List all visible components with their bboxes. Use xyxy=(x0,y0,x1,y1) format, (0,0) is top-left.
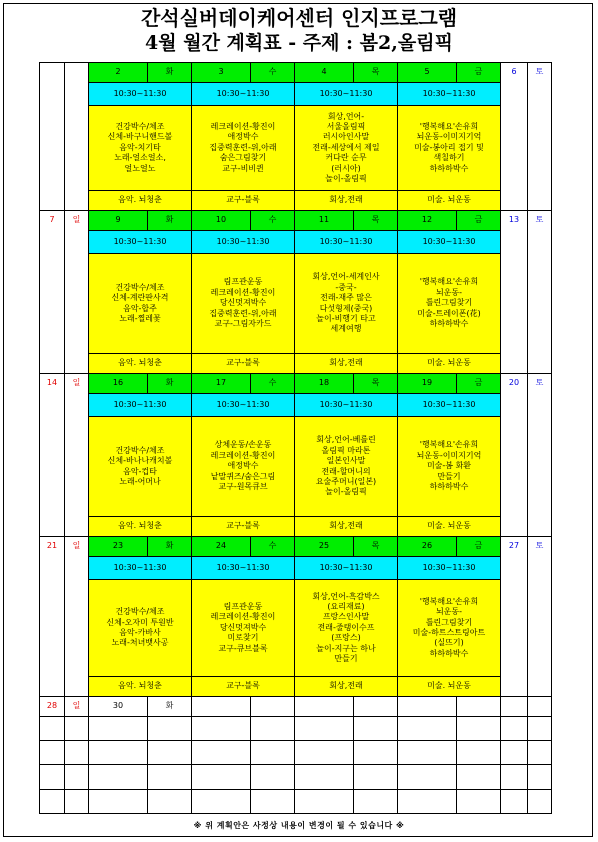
activity-cell xyxy=(89,417,192,517)
activity-line: 미술-봉아리 접기 및 xyxy=(414,142,484,152)
day-date: 9 xyxy=(89,211,148,231)
weekday-label: 수 xyxy=(251,374,295,394)
page-subtitle: 4월 월간 계획표 - 주제 : 봄2,올림픽 xyxy=(145,32,453,54)
empty-cell xyxy=(148,790,192,814)
activity-line: 교구-비비퀸 xyxy=(222,163,264,173)
empty-cell xyxy=(89,790,148,814)
empty-cell xyxy=(528,717,552,741)
activity-cell xyxy=(192,417,295,517)
activity-cell xyxy=(89,106,192,191)
sunday-label: 일 xyxy=(65,211,89,374)
time-row xyxy=(40,83,552,106)
empty-row xyxy=(40,790,552,814)
activity-cell xyxy=(192,580,295,677)
time-row xyxy=(40,231,552,254)
activity-line: 전래-할머니의 xyxy=(321,466,371,476)
sunday-label xyxy=(65,63,89,211)
weekday-label: 수 xyxy=(251,537,295,557)
time-row xyxy=(40,557,552,580)
activity-line: 전래-세상에서 제일 xyxy=(312,142,380,152)
activity-line: 교구-그림자카드 xyxy=(214,319,272,329)
empty-cell xyxy=(40,790,65,814)
empty-cell xyxy=(148,765,192,790)
category-row xyxy=(40,354,552,374)
empty-cell xyxy=(398,790,457,814)
empty-cell xyxy=(192,697,251,717)
sunday-label: 일 xyxy=(65,697,89,717)
activity-line: 신체-바구니핸드볼 xyxy=(107,132,173,142)
saturday-label: 토 xyxy=(528,211,552,374)
empty-cell xyxy=(295,765,354,790)
activity-line: 뇌운동- xyxy=(435,607,463,617)
weekday-label: 화 xyxy=(148,537,192,557)
activity-row xyxy=(40,254,552,354)
empty-cell xyxy=(295,717,354,741)
empty-cell xyxy=(398,741,457,765)
session-time: 10:30~11:30 xyxy=(398,231,501,254)
activity-line: 건강박수/체조 xyxy=(115,121,165,131)
category-label: 회상,전래 xyxy=(295,517,398,537)
activity-line: (프랑스) xyxy=(331,633,361,643)
day-date: 11 xyxy=(295,211,354,231)
empty-cell xyxy=(40,741,65,765)
empty-cell xyxy=(354,717,398,741)
weekday-label: 목 xyxy=(354,537,398,557)
category-label: 교구-블록 xyxy=(192,191,295,211)
saturday-date: 20 xyxy=(501,374,528,537)
activity-line: 놀이-올림픽 xyxy=(325,174,367,184)
activity-line: 림프관운동 xyxy=(223,601,263,611)
category-label: 미술. 뇌운동 xyxy=(398,354,501,374)
day-date: 12 xyxy=(398,211,457,231)
saturday-label: 토 xyxy=(528,374,552,537)
category-label: 미술. 뇌운동 xyxy=(398,191,501,211)
activity-line: '행복해요'손유희 xyxy=(419,121,479,131)
week-header-row xyxy=(40,211,552,231)
activity-line: 미로찾기 xyxy=(227,633,259,643)
activity-line: 만들기 xyxy=(334,654,358,664)
activity-line: 색칠하기 xyxy=(433,153,465,163)
activity-line: 림프관운동 xyxy=(223,277,263,287)
activity-cell xyxy=(398,580,501,677)
empty-cell xyxy=(501,790,528,814)
activity-line: 애정박수 xyxy=(227,132,259,142)
activity-line: 신체-오자미 투원반 xyxy=(106,617,174,627)
category-label: 회상,전래 xyxy=(295,354,398,374)
empty-cell xyxy=(192,765,251,790)
empty-cell xyxy=(528,790,552,814)
activity-line: 낱말퀴즈/숨은그림 xyxy=(210,471,276,481)
weekday-label: 화 xyxy=(148,211,192,231)
activity-row xyxy=(40,580,552,677)
activity-line: 노래-어머나 xyxy=(119,476,161,486)
week-header-row xyxy=(40,697,552,717)
empty-cell xyxy=(354,765,398,790)
empty-cell xyxy=(398,697,457,717)
sunday-date: 7 xyxy=(40,211,65,374)
empty-cell xyxy=(354,697,398,717)
session-time: 10:30~11:30 xyxy=(89,394,192,417)
saturday-date: 27 xyxy=(501,537,528,697)
activity-line: 숨은그림찾기 xyxy=(219,153,267,163)
empty-cell xyxy=(148,741,192,765)
activity-line: 신체-바나나캐치볼 xyxy=(107,456,173,466)
empty-cell xyxy=(528,741,552,765)
empty-cell xyxy=(148,717,192,741)
weekday-label: 화 xyxy=(148,63,192,83)
empty-cell xyxy=(89,717,148,741)
category-label: 회상,전래 xyxy=(295,677,398,697)
sunday-label: 일 xyxy=(65,537,89,697)
day-date: 17 xyxy=(192,374,251,394)
empty-cell xyxy=(457,790,501,814)
activity-cell xyxy=(295,417,398,517)
category-label: 회상,전래 xyxy=(295,191,398,211)
empty-cell xyxy=(65,717,89,741)
activity-line: 신체-계란판사격 xyxy=(111,293,169,303)
empty-cell xyxy=(295,790,354,814)
activity-line: 상체운동/손운동 xyxy=(214,440,272,450)
activity-line: 집중력훈련-위,아래 xyxy=(209,142,277,152)
empty-cell xyxy=(65,765,89,790)
activity-line: 전래-재주 많은 xyxy=(320,293,372,303)
saturday-label: 토 xyxy=(528,63,552,211)
activity-line: 교구-원목큐브 xyxy=(218,482,268,492)
activity-line: 하하하박수 xyxy=(429,482,469,492)
empty-cell xyxy=(501,741,528,765)
activity-cell xyxy=(89,254,192,354)
weekday-label: 목 xyxy=(354,63,398,83)
empty-cell xyxy=(40,717,65,741)
activity-line: 틀린그림찾기 xyxy=(425,617,473,627)
time-row xyxy=(40,394,552,417)
weekday-label: 금 xyxy=(457,211,501,231)
sunday-date: 28 xyxy=(40,697,65,717)
empty-cell xyxy=(295,741,354,765)
footer-note: ※ 위 계획안은 사정상 내용이 변경이 될 수 있습니다 ※ xyxy=(193,821,405,830)
activity-line: 미술-봄 화환 xyxy=(426,461,472,471)
empty-row xyxy=(40,765,552,790)
activity-line: 회상,언어-베를린 xyxy=(316,435,376,445)
empty-cell xyxy=(501,697,528,717)
activity-line: (실뜨기) xyxy=(434,638,464,648)
empty-cell xyxy=(65,741,89,765)
empty-cell xyxy=(501,765,528,790)
weekday-label: 목 xyxy=(354,211,398,231)
activity-line: 하하하박수 xyxy=(429,163,469,173)
empty-cell xyxy=(251,741,295,765)
activity-line: -중국- xyxy=(335,282,357,292)
category-label: 음악. 뇌청춘 xyxy=(89,191,192,211)
activity-line: 하하하박수 xyxy=(429,319,469,329)
day-date: 2 xyxy=(89,63,148,83)
empty-cell xyxy=(89,741,148,765)
monthly-calendar-table xyxy=(39,62,552,814)
category-row xyxy=(40,517,552,537)
saturday-label: 토 xyxy=(528,537,552,697)
activity-line: 세계여행 xyxy=(330,324,362,334)
activity-line: 올림픽 마라톤 xyxy=(321,445,371,455)
week-header-row xyxy=(40,374,552,394)
session-time: 10:30~11:30 xyxy=(398,557,501,580)
activity-row xyxy=(40,417,552,517)
empty-cell xyxy=(89,765,148,790)
session-time: 10:30~11:30 xyxy=(295,231,398,254)
activity-line: 다섯형제(중국) xyxy=(319,303,373,313)
session-time: 10:30~11:30 xyxy=(398,83,501,106)
empty-row xyxy=(40,717,552,741)
empty-cell xyxy=(457,697,501,717)
activity-cell xyxy=(192,254,295,354)
saturday-date: 6 xyxy=(501,63,528,211)
week-header-row xyxy=(40,63,552,83)
sunday-date: 14 xyxy=(40,374,65,537)
activity-line: 음악-카바사 xyxy=(119,628,161,637)
category-label: 교구-블록 xyxy=(192,354,295,374)
session-time: 10:30~11:30 xyxy=(398,394,501,417)
empty-cell xyxy=(398,717,457,741)
day-date: 19 xyxy=(398,374,457,394)
activity-line: '행복해요'손유희 xyxy=(419,277,479,287)
activity-line: 프랑스인사말 xyxy=(322,612,370,622)
empty-cell xyxy=(398,765,457,790)
session-time: 10:30~11:30 xyxy=(192,394,295,417)
activity-line: '행복해요'손유희 xyxy=(419,596,479,606)
activity-line: 노래-얼소얼소, xyxy=(114,153,166,163)
empty-cell xyxy=(528,765,552,790)
activity-line: 애정박수 xyxy=(227,461,259,471)
activity-line: 뇌운동-이미지기억 xyxy=(416,450,482,460)
activity-row xyxy=(40,106,552,191)
empty-cell xyxy=(528,697,552,717)
activity-line: 회상,언어-흑감박스 xyxy=(312,591,380,601)
activity-cell xyxy=(398,254,501,354)
category-label: 음악. 뇌청춘 xyxy=(89,517,192,537)
empty-cell xyxy=(457,741,501,765)
saturday-date: 13 xyxy=(501,211,528,374)
activity-line: 전래-줄탱이수프 xyxy=(317,622,375,632)
weekday-label: 목 xyxy=(354,374,398,394)
empty-cell xyxy=(251,697,295,717)
empty-cell xyxy=(192,741,251,765)
activity-line: 당신멋져박수 xyxy=(219,622,267,632)
empty-cell xyxy=(457,717,501,741)
day-date: 5 xyxy=(398,63,457,83)
empty-cell xyxy=(251,717,295,741)
weekday-label: 수 xyxy=(251,63,295,83)
session-time: 10:30~11:30 xyxy=(192,557,295,580)
empty-cell xyxy=(192,717,251,741)
activity-line: 회상,언어-세계인사 xyxy=(312,272,380,282)
weekday-label: 수 xyxy=(251,211,295,231)
activity-line: 얼노얼노 xyxy=(124,163,156,173)
category-label: 음악. 뇌청춘 xyxy=(89,354,192,374)
week-header-row xyxy=(40,537,552,557)
empty-row xyxy=(40,741,552,765)
activity-line: 회상,언어- xyxy=(327,111,365,121)
session-time: 10:30~11:30 xyxy=(89,83,192,106)
weekday-label: 금 xyxy=(457,63,501,83)
day-date: 4 xyxy=(295,63,354,83)
activity-line: (러시아) xyxy=(331,163,361,173)
activity-cell xyxy=(295,254,398,354)
weekday-label: 금 xyxy=(457,374,501,394)
empty-cell xyxy=(501,717,528,741)
activity-line: 미술-하트스트링아트 xyxy=(412,628,486,637)
activity-line: (요리재료) xyxy=(327,601,365,611)
activity-cell xyxy=(192,106,295,191)
sunday-date: 21 xyxy=(40,537,65,697)
activity-line: 커다란 순무 xyxy=(325,153,367,163)
activity-line: 음악-컵타 xyxy=(123,466,157,476)
activity-line: 만들기 xyxy=(437,471,461,481)
session-time: 10:30~11:30 xyxy=(89,231,192,254)
activity-line: 뇌운동- xyxy=(435,287,463,297)
category-row xyxy=(40,191,552,211)
category-row xyxy=(40,677,552,697)
empty-cell xyxy=(251,765,295,790)
empty-cell xyxy=(192,790,251,814)
weekday-label: 화 xyxy=(148,374,192,394)
weekday-label: 금 xyxy=(457,537,501,557)
weekday-label: 화 xyxy=(148,697,192,717)
activity-cell xyxy=(295,580,398,677)
session-time: 10:30~11:30 xyxy=(295,557,398,580)
empty-cell xyxy=(457,765,501,790)
activity-line: 레크레이션-황진이 xyxy=(210,612,276,622)
sunday-date xyxy=(40,63,65,211)
activity-line: 노래-찔레꽃 xyxy=(119,313,161,323)
activity-line: 노래-처녀뱃사공 xyxy=(111,638,169,648)
activity-cell xyxy=(398,417,501,517)
activity-line: 건강박수/체조 xyxy=(115,445,165,455)
activity-line: 서울올림픽 xyxy=(326,121,366,131)
empty-cell xyxy=(354,741,398,765)
activity-line: 일본인사말 xyxy=(326,456,366,466)
activity-cell xyxy=(89,580,192,677)
day-date: 18 xyxy=(295,374,354,394)
activity-line: 당신멋져박수 xyxy=(219,298,267,308)
activity-line: 레크레이션-황진이 xyxy=(210,121,276,131)
empty-cell xyxy=(354,790,398,814)
session-time: 10:30~11:30 xyxy=(295,394,398,417)
activity-line: 뇌운동-이미지기억 xyxy=(416,132,482,142)
empty-cell xyxy=(251,790,295,814)
activity-line: 요술주머니(일본) xyxy=(315,476,377,486)
activity-line: 놀이-비행기 타고 xyxy=(316,313,376,323)
activity-line: 음악-치기타 xyxy=(119,142,161,152)
category-label: 교구-블록 xyxy=(192,517,295,537)
empty-cell xyxy=(295,697,354,717)
activity-line: 교구-큐브블록 xyxy=(218,643,268,653)
day-date: 23 xyxy=(89,537,148,557)
activity-line: 미술-트레이폰(花) xyxy=(417,308,481,318)
day-date: 3 xyxy=(192,63,251,83)
session-time: 10:30~11:30 xyxy=(295,83,398,106)
activity-line: 건강박수/체조 xyxy=(115,607,165,617)
activity-line: 놀이-지구는 하나 xyxy=(316,643,376,653)
activity-line: '행복해요'손유희 xyxy=(419,440,479,450)
activity-line: 틀린그림찾기 xyxy=(425,298,473,308)
category-label: 미술. 뇌운동 xyxy=(398,677,501,697)
empty-cell xyxy=(65,790,89,814)
category-label: 교구-블록 xyxy=(192,677,295,697)
empty-cell xyxy=(40,765,65,790)
activity-cell xyxy=(295,106,398,191)
sunday-label: 일 xyxy=(65,374,89,537)
day-date: 30 xyxy=(89,697,148,717)
activity-line: 하하하박수 xyxy=(429,648,469,658)
session-time: 10:30~11:30 xyxy=(192,83,295,106)
category-label: 미술. 뇌운동 xyxy=(398,517,501,537)
day-date: 10 xyxy=(192,211,251,231)
activity-line: 레크레이션-황진이 xyxy=(210,450,276,460)
activity-line: 놀이-올림픽 xyxy=(325,487,367,497)
session-time: 10:30~11:30 xyxy=(192,231,295,254)
activity-cell xyxy=(398,106,501,191)
page-title: 간석실버데이케어센터 인지프로그램 xyxy=(140,6,458,30)
day-date: 16 xyxy=(89,374,148,394)
session-time: 10:30~11:30 xyxy=(89,557,192,580)
activity-line: 집중력훈련-위,아래 xyxy=(209,308,277,318)
day-date: 26 xyxy=(398,537,457,557)
activity-line: 레크레이션-황진이 xyxy=(210,287,276,297)
day-date: 24 xyxy=(192,537,251,557)
activity-line: 러시아인사말 xyxy=(322,132,370,142)
category-label: 음악. 뇌청춘 xyxy=(89,677,192,697)
activity-line: 건강박수/체조 xyxy=(115,282,165,292)
activity-line: 음악-합주 xyxy=(123,303,157,313)
day-date: 25 xyxy=(295,537,354,557)
